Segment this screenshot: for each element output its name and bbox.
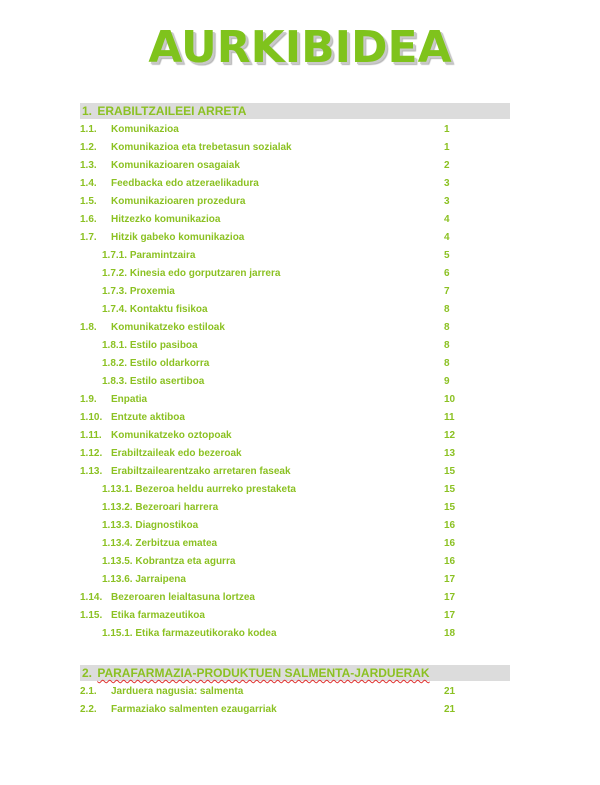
toc-entry-label: Hitzik gabeko komunikazioa <box>111 232 245 243</box>
toc-entry-page: 8 <box>444 358 450 369</box>
toc-entry-label <box>102 301 208 319</box>
toc-entry[interactable] <box>0 517 600 535</box>
toc-entry-label: Hitzezko komunikazioa <box>111 214 221 225</box>
toc-entry-number: 1.13.1. <box>102 484 133 495</box>
toc-entry-label <box>102 265 280 283</box>
toc-entry-number: 1.5. <box>80 196 97 207</box>
toc-entry-page: 15 <box>444 502 456 513</box>
toc-entry[interactable] <box>0 463 600 481</box>
toc-entry[interactable] <box>0 427 600 445</box>
toc-entry-text: Kontaktu fisikoa <box>129 304 208 315</box>
toc-entry-text: Estilo pasiboa <box>129 340 198 351</box>
toc-entry[interactable] <box>0 283 600 301</box>
toc-entry-page: 1 <box>444 124 450 135</box>
toc-entry-text: Paramintzaira <box>129 250 196 261</box>
toc-entry[interactable] <box>0 247 600 265</box>
toc-entry-label <box>102 571 186 589</box>
toc-entry-number: 1.14. <box>80 592 103 603</box>
toc-entry-number: 1.13.2. <box>102 502 133 513</box>
toc-entry-number: 1.7. <box>80 232 97 243</box>
toc-entry-label <box>102 535 217 553</box>
toc-entry-label <box>102 517 198 535</box>
toc-entry-number: 1.8.2. <box>102 358 128 369</box>
toc-entry[interactable] <box>0 211 600 229</box>
toc-entry-text: Zerbitzua ematea <box>135 538 218 549</box>
toc-entry[interactable] <box>0 229 600 247</box>
toc-entry[interactable] <box>0 319 600 337</box>
toc-entry-page: 17 <box>444 610 456 621</box>
toc-entry-page: 11 <box>444 412 455 423</box>
toc-entry[interactable] <box>0 337 600 355</box>
toc-entry-number: 1.10. <box>80 412 103 423</box>
toc-entry[interactable] <box>0 139 600 157</box>
toc-entry[interactable] <box>0 571 600 589</box>
toc-entry-page: 10 <box>444 394 456 405</box>
toc-entry-label <box>102 553 235 571</box>
toc-entry-page: 8 <box>444 340 450 351</box>
toc-entry-label <box>102 247 195 265</box>
toc-entry-label <box>102 355 209 373</box>
toc-entry-label: Feedbacka edo atzeraelikadura <box>111 178 259 189</box>
toc-entry-label: Etika farmazeutikoa <box>111 610 205 621</box>
toc-entry[interactable] <box>0 373 600 391</box>
toc-entry-number: 1.7.1. <box>102 250 128 261</box>
toc-entry-page: 21 <box>444 686 456 697</box>
toc-entry-page: 15 <box>444 466 456 477</box>
toc-entry-label: Entzute aktiboa <box>111 412 185 423</box>
toc-entry[interactable] <box>0 683 600 701</box>
toc-entry-page: 17 <box>444 592 456 603</box>
toc-entry-page: 8 <box>444 304 450 315</box>
toc-entry-page: 16 <box>444 556 456 567</box>
toc-entry-page: 6 <box>444 268 450 279</box>
toc-entry[interactable] <box>0 175 600 193</box>
toc-entry-number: 1.13. <box>80 466 103 477</box>
toc-entry-page: 13 <box>444 448 456 459</box>
toc-entry-page: 18 <box>444 628 456 639</box>
toc-entry-number: 1.1. <box>80 124 97 135</box>
toc-entry-number: 1.13.5. <box>102 556 133 567</box>
toc-entry-page: 16 <box>444 538 456 549</box>
toc-entry-text: Jarraipena <box>135 574 186 585</box>
toc-entry-number: 1.15. <box>80 610 103 621</box>
toc-entry-label: Erabiltzaileak edo bezeroak <box>111 448 242 459</box>
toc-entry[interactable] <box>0 409 600 427</box>
toc-entry-page: 4 <box>444 214 450 225</box>
toc-entry[interactable] <box>0 701 600 719</box>
toc-entry-number: 1.2. <box>80 142 97 153</box>
toc-entry-number: 1.6. <box>80 214 97 225</box>
toc-entry-text: Kobrantza eta agurra <box>135 556 236 567</box>
toc-entry[interactable] <box>0 121 600 139</box>
toc-entry-label: Komunikazioaren prozedura <box>111 196 246 207</box>
toc-entry-number: 1.11. <box>80 430 102 441</box>
toc-entry-label: Jarduera nagusia: salmenta <box>111 686 244 697</box>
toc-entry-number: 1.8.1. <box>102 340 128 351</box>
toc-entry-label: Farmaziako salmenten ezaugarriak <box>111 704 277 715</box>
toc-entry-number: 1.7.4. <box>102 304 128 315</box>
toc-entry[interactable] <box>0 589 600 607</box>
toc-entry-page: 12 <box>444 430 456 441</box>
toc-entry-number: 1.3. <box>80 160 97 171</box>
section-heading-number: 1. <box>82 104 93 118</box>
toc-entry-number: 1.4. <box>80 178 97 189</box>
section-heading <box>80 103 510 119</box>
toc-entry-page: 4 <box>444 232 450 243</box>
toc-entry-text: Etika farmazeutikorako kodea <box>135 628 277 639</box>
toc-entry[interactable] <box>0 157 600 175</box>
section-heading-number: 2. <box>82 666 93 680</box>
toc-entry[interactable] <box>0 607 600 625</box>
toc-entry-page: 9 <box>444 376 450 387</box>
toc-entry-label: Komunikazioaren osagaiak <box>111 160 240 171</box>
toc-entry-number: 2.2. <box>80 704 97 715</box>
toc-entry-page: 1 <box>444 142 450 153</box>
toc-entry-label <box>102 337 198 355</box>
toc-entry-number: 1.13.6. <box>102 574 133 585</box>
page-title: AURKIBIDEA <box>148 22 452 73</box>
toc-entry-text: Diagnostikoa <box>135 520 199 531</box>
toc-entry[interactable] <box>0 481 600 499</box>
toc-entry-label: Bezeroaren leialtasuna lortzea <box>111 592 255 603</box>
toc-entry[interactable] <box>0 355 600 373</box>
toc-entry-page: 3 <box>444 196 450 207</box>
toc-entry-number: 1.15.1. <box>102 628 133 639</box>
toc-entry-text: Bezeroari harrera <box>135 502 219 513</box>
toc-entry[interactable] <box>0 553 600 571</box>
toc-entry-text: Estilo oldarkorra <box>129 358 210 369</box>
toc-entry-label <box>102 283 175 301</box>
toc-entry-page: 16 <box>444 520 456 531</box>
toc-entry-number: 1.9. <box>80 394 97 405</box>
toc-entry-page: 8 <box>444 322 450 333</box>
toc-entry[interactable] <box>0 265 600 283</box>
toc-entry[interactable] <box>0 301 600 319</box>
section-heading-text: ERABILTZAILEEI ARRETA <box>97 104 247 118</box>
toc-entry[interactable] <box>0 193 600 211</box>
toc-entry-number: 1.13.3. <box>102 520 133 531</box>
toc-entry[interactable] <box>0 535 600 553</box>
section-heading <box>80 665 510 681</box>
toc-entry-text: Estilo asertiboa <box>129 376 205 387</box>
toc-entry-label <box>102 625 277 643</box>
toc-entry-number: 1.8. <box>80 322 97 333</box>
toc-entry-page: 3 <box>444 178 450 189</box>
toc-entry-label: Enpatia <box>111 394 148 405</box>
toc-entry-text: Proxemia <box>129 286 175 297</box>
toc-entry-page: 7 <box>444 286 450 297</box>
toc-entry-text: Bezeroa heldu aurreko prestaketa <box>135 484 296 495</box>
toc-entry-label: Komunikatzeko oztopoak <box>111 430 232 441</box>
toc-entry-page: 15 <box>444 484 456 495</box>
toc-entry[interactable] <box>0 445 600 463</box>
toc-entry-number: 2.1. <box>80 686 97 697</box>
toc-entry-number: 1.7.2. <box>102 268 128 279</box>
toc-entry-label: Komunikatzeko estiloak <box>111 322 225 333</box>
section-heading-text: PARAFARMAZIA-PRODUKTUEN SALMENTA-JARDUERAK <box>97 666 430 680</box>
toc-entry[interactable] <box>0 625 600 643</box>
toc-entry-page: 5 <box>444 250 450 261</box>
toc-entry-label: Komunikazioa eta trebetasun sozialak <box>111 142 292 153</box>
toc-entry-number: 1.12. <box>80 448 103 459</box>
toc-entry-number: 1.13.4. <box>102 538 133 549</box>
toc-entry[interactable] <box>0 499 600 517</box>
toc-entry-label <box>102 373 204 391</box>
toc-entry-label <box>102 481 296 499</box>
toc-entry-label: Erabiltzailearentzako arretaren faseak <box>111 466 291 477</box>
toc-entry-page: 2 <box>444 160 450 171</box>
toc-entry-number: 1.8.3. <box>102 376 128 387</box>
toc-entry-text: Kinesia edo gorputzaren jarrera <box>129 268 281 279</box>
toc-entry-page: 17 <box>444 574 456 585</box>
toc-entry-label <box>102 499 218 517</box>
toc-entry-number: 1.7.3. <box>102 286 128 297</box>
toc-entry-label: Komunikazioa <box>111 124 179 135</box>
toc-entry[interactable] <box>0 391 600 409</box>
toc-entry-page: 21 <box>444 704 456 715</box>
